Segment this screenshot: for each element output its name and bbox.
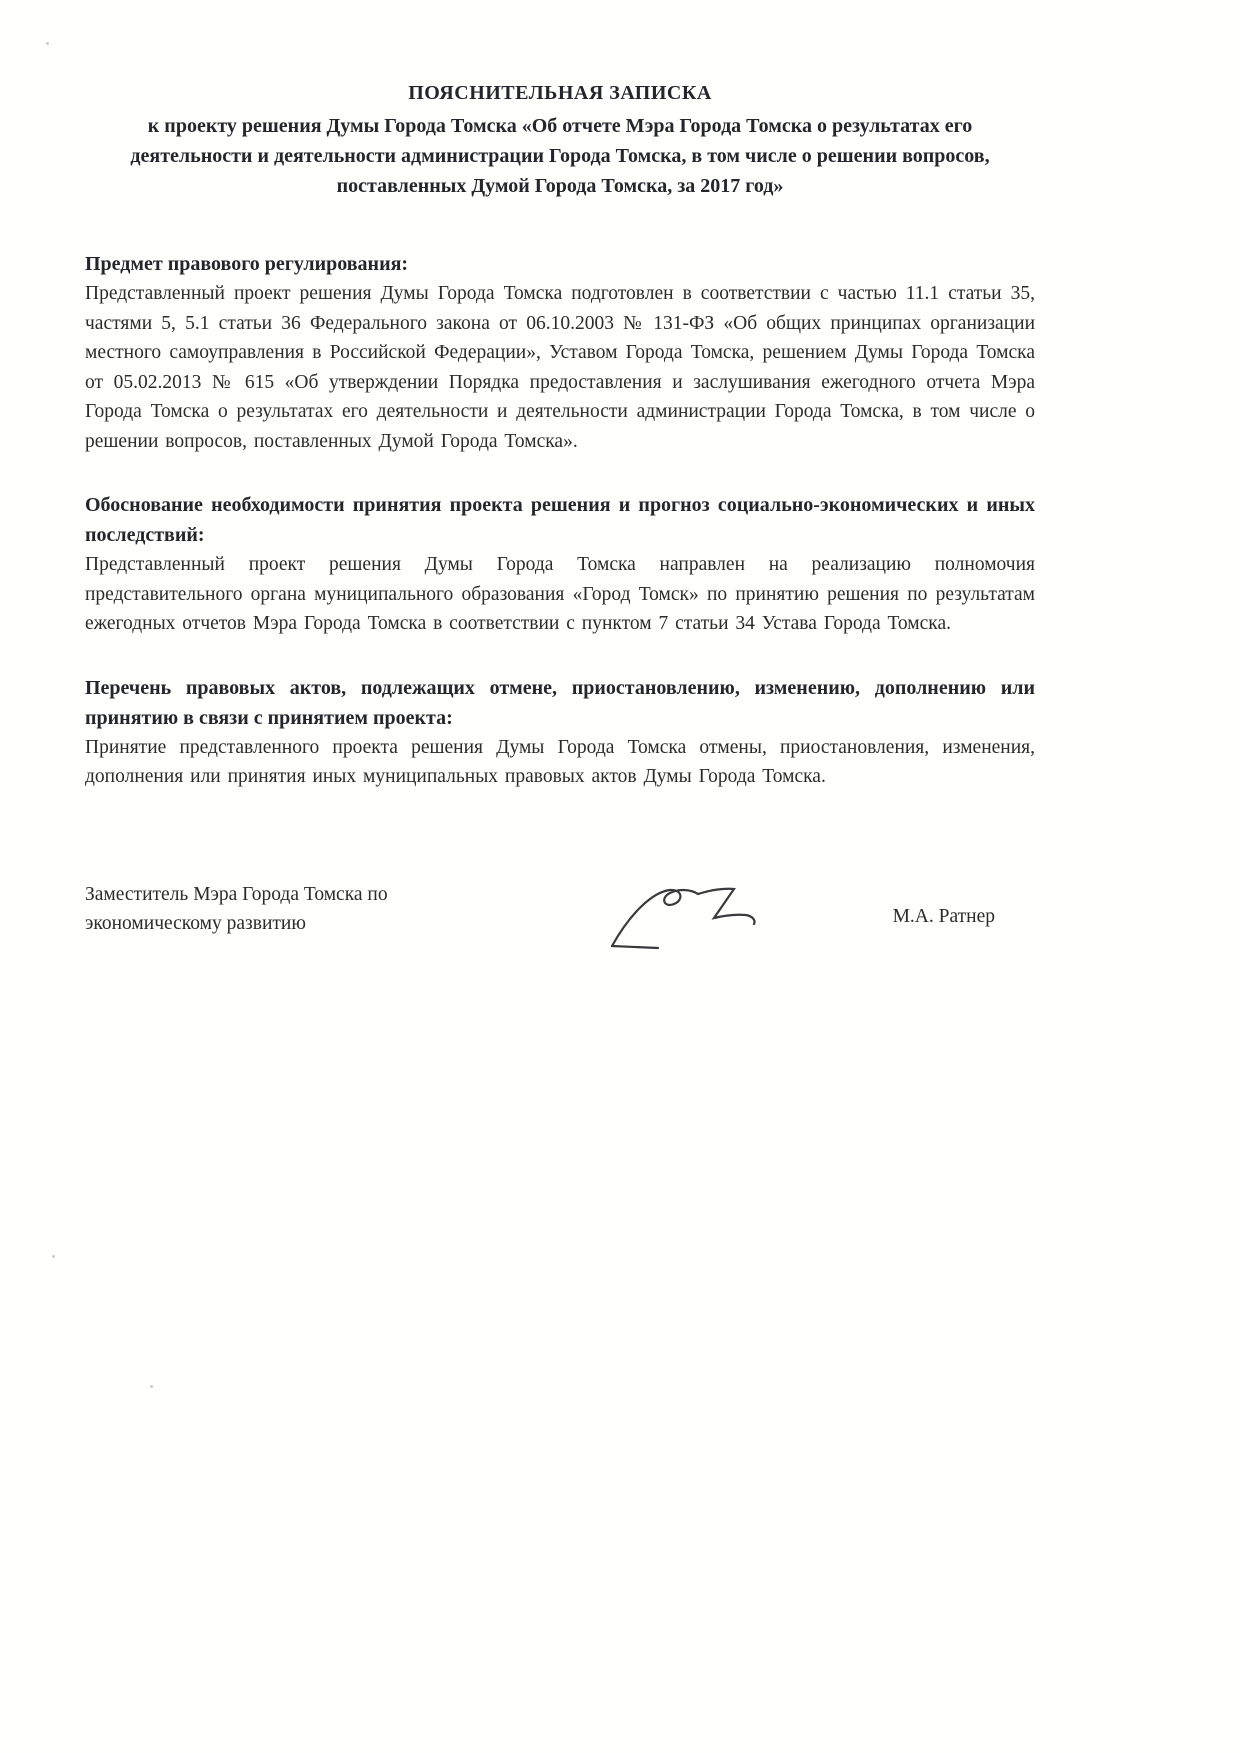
handwritten-signature xyxy=(606,880,776,957)
section-body: Представленный проект решения Думы Города Томска направлен на реализацию полномочия представительного органа муниципального образования «Город Томск» по принятию решения по результатам ежегодных отчетов Мэра Города Томска в соответствии с пунктом 7 статьи 34 Устава Города Томска. xyxy=(85,554,1035,634)
signature-stroke-icon xyxy=(606,880,776,952)
signatory-name: М.А. Ратнер xyxy=(892,905,995,927)
section-acts-list xyxy=(85,673,1035,792)
signatory-position: Заместитель Мэра Города Томска по экономическому развитию xyxy=(85,883,388,934)
section-body: Принятие представленного проекта решения Думы Города Томска отмены, приостановления, изменения, дополнения или принятия иных муниципальных правовых актов Думы Города Томска. xyxy=(85,736,1035,787)
document-title: ПОЯСНИТЕЛЬНАЯ ЗАПИСКА xyxy=(408,82,712,104)
scan-artifact xyxy=(46,42,49,45)
signature-block xyxy=(85,880,1035,957)
document-subtitle: к проекту решения Думы Города Томска «Об отчете Мэра Города Томска о результатах его деятельности и деятельности администрации Города Томска, в том числе о решении вопросов, поставленных Думой Города Томска, за 2017 год» xyxy=(130,115,990,197)
section-heading: Обоснование необходимости принятия проекта решения и прогноз социально-экономических и иных последствий: xyxy=(85,494,1035,546)
section-heading: Перечень правовых актов, подлежащих отмене, приостановлению, изменению, дополнению или принятию в связи с принятием проекта: xyxy=(85,676,1035,729)
scan-artifact xyxy=(150,1385,153,1388)
section-justification xyxy=(85,490,1035,639)
scan-artifact xyxy=(52,1255,55,1258)
section-heading: Предмет правового регулирования: xyxy=(85,253,409,275)
section-subject xyxy=(85,249,1035,456)
section-body: Представленный проект решения Думы Города Томска подготовлен в соответствии с частью 11.1 статьи 35, частями 5, 5.1 статьи 36 Федерального закона от 06.10.2003 № 131-ФЗ «Об общих принципах организации местного самоуправления в Российской Федерации», Уставом Города Томска, решением Думы Города Томска от 05.02.2013 № 615 «Об утверждении Порядка предоставления и заслушивания ежегодного отчета Мэра Города Томска о результатах его деятельности и деятельности администрации Города Томска, в том числе о решении вопросов, поставленных Думой Города Томска». xyxy=(85,283,1035,452)
